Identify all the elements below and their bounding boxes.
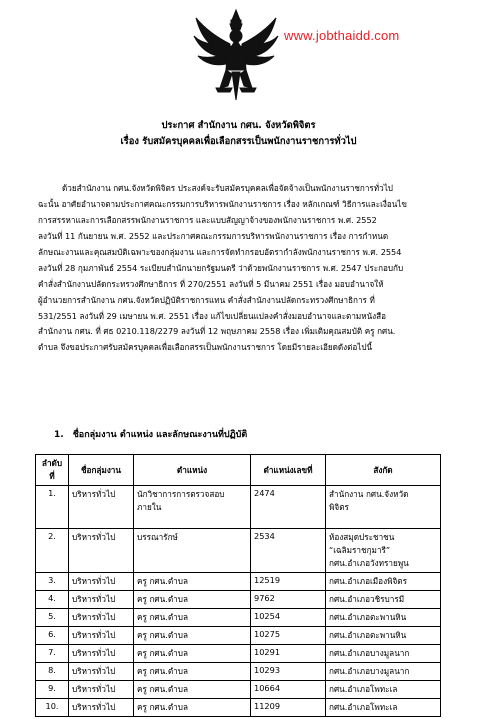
section-title-text: ชื่อกลุ่มงาน ตำแหน่ง และลักษณะงานที่ปฏิบัติ (72, 430, 248, 440)
cell-position-no: 10293 (251, 663, 326, 681)
cell-position: ครู กศน.ตำบล (134, 627, 251, 645)
cell-no: 10. (36, 699, 69, 717)
header-unit: สังกัด (326, 455, 441, 486)
cell-unit: กศน.อำเภอโพทะเล (326, 681, 441, 699)
cell-group: บริหารทั่วไป (69, 529, 134, 573)
body-line: สำนักงาน กศน. ที่ ศธ 0210.118/2279 ลงวันที่ 12 พฤษภาคม 2558 เรื่อง เพิ่มเติมคุณสมบัติ ครู กศน. (38, 326, 396, 337)
table-row (36, 573, 441, 591)
cell-no: 2. (36, 529, 69, 573)
cell-position: ครู กศน.ตำบล (134, 663, 251, 681)
cell-position-no: 2474 (251, 486, 326, 529)
body-line: ลงวันที่ 28 กุมภาพันธ์ 2554 ระเบียบสำนักนายกรัฐมนตรี ว่าด้วยพนักงานราชการ พ.ศ. 2547 ประกอบกับ (38, 262, 404, 273)
cell-unit: กศน.อำเภอโพทะเล (326, 699, 441, 717)
announcement-body (38, 181, 452, 356)
cell-unit: กศน.อำเภอวชิรบารมี (326, 591, 441, 609)
cell-position-no: 9762 (251, 591, 326, 609)
cell-position: นักวิชาการการตรวจสอบภายใน (134, 486, 251, 529)
body-line: ด้วยสำนักงาน กศน.จังหวัดพิจิตร ประสงค์จะรับสมัครบุคคลเพื่อจัดจ้างเป็นพนักงานราชการทั่วไป (62, 183, 393, 193)
cell-unit: กศน.อำเภอบางมูลนาก (326, 645, 441, 663)
garuda-emblem-icon (192, 8, 280, 104)
header-position: ตำแหน่ง (134, 455, 251, 486)
cell-position: ครู กศน.ตำบล (134, 573, 251, 591)
table-row (36, 627, 441, 645)
table-row (36, 591, 441, 609)
body-line: คำสั่งสำนักงานปลัดกระทรวงศึกษาธิการ ที่ 270/2551 ลงวันที่ 5 มีนาคม 2551 เรื่อง มอบอำนาจให้ (38, 278, 384, 289)
cell-group: บริหารทั่วไป (69, 486, 134, 529)
cell-position-no: 11209 (251, 699, 326, 717)
cell-position-no: 10291 (251, 645, 326, 663)
cell-unit: กศน.อำเภอตะพานหิน (326, 627, 441, 645)
cell-unit: กศน.อำเภอตะพานหิน (326, 609, 441, 627)
cell-no: 7. (36, 645, 69, 663)
cell-position-no: 10275 (251, 627, 326, 645)
table-header-row (36, 455, 441, 486)
body-line: ผู้อำนวยการสำนักงาน กศน.จังหวัดปฏิบัติราชการแทน คำสั่งสำนักงานปลัดกระทรวงศึกษาธิการ ที่ (38, 294, 375, 305)
cell-unit: สำนักงาน กศน.จังหวัด พิจิตร (326, 486, 441, 529)
cell-no: 5. (36, 609, 69, 627)
body-line: การสรรหาและการเลือกสรรพนักงานราชการ และแบบสัญญาจ้างของพนักงานราชการ พ.ศ. 2552 (38, 214, 377, 225)
cell-group: บริหารทั่วไป (69, 591, 134, 609)
cell-unit: ห้องสมุดประชาชน “เฉลิมราชกุมารี” กศน.อำเภอวังทรายพูน (326, 529, 441, 573)
cell-group: บริหารทั่วไป (69, 645, 134, 663)
body-line: 531/2551 ลงวันที่ 29 เมษายน พ.ศ. 2551 เรื่อง แก้ไขเปลี่ยนแปลงคำสั่งมอบอำนาจและตามหนังสือ (38, 310, 386, 321)
table-row (36, 681, 441, 699)
header-position-no: ตำแหน่งเลขที่ (251, 455, 326, 486)
cell-no: 8. (36, 663, 69, 681)
cell-position-no: 10664 (251, 681, 326, 699)
cell-group: บริหารทั่วไป (69, 681, 134, 699)
cell-position: ครู กศน.ตำบล (134, 645, 251, 663)
announcement-subject: เรื่อง รับสมัครบุคคลเพื่อเลือกสรรเป็นพนักงานราชการทั่วไป (120, 136, 357, 147)
cell-group: บริหารทั่วไป (69, 663, 134, 681)
header-group: ชื่อกลุ่มงาน (69, 455, 134, 486)
cell-position: ครู กศน.ตำบล (134, 681, 251, 699)
section-number: 1. (54, 430, 64, 440)
table-row (36, 529, 441, 573)
cell-position: ครู กศน.ตำบล (134, 609, 251, 627)
cell-position: บรรณารักษ์ (134, 529, 251, 573)
body-line: ลักษณะงานและคุณสมบัติเฉพาะของกลุ่มงาน และการจัดทำกรอบอัตรากำลังพนักงานราชการ พ.ศ. 2554 (38, 246, 402, 257)
body-line: ฉะนั้น อาศัยอำนาจตามประกาศคณะกรรมการบริหารพนักงานราชการ เรื่อง หลักเกณฑ์ วิธีการและเงื่อนไข (38, 198, 407, 209)
cell-position-no: 2534 (251, 529, 326, 573)
cell-no: 6. (36, 627, 69, 645)
header-no: ลำดับ ที่ (36, 455, 69, 486)
website-watermark: www.jobthaidd.com (284, 28, 400, 43)
cell-unit: กศน.อำเภอบางมูลนาก (326, 663, 441, 681)
section-heading (54, 427, 247, 441)
cell-no: 1. (36, 486, 69, 529)
cell-unit: กศน.อำเภอเมืองพิจิตร (326, 573, 441, 591)
table-row (36, 663, 441, 681)
table-row (36, 609, 441, 627)
cell-position: ครู กศน.ตำบล (134, 699, 251, 717)
cell-group: บริหารทั่วไป (69, 627, 134, 645)
body-line: ตำบล จึงขอประกาศรับสมัครบุคคลเพื่อเลือกสรรเป็นพนักงานราชการ โดยมีรายละเอียดดังต่อไปนี้ (38, 342, 373, 353)
cell-no: 9. (36, 681, 69, 699)
cell-group: บริหารทั่วไป (69, 609, 134, 627)
announcement-title: ประกาศ สำนักงาน กศน. จังหวัดพิจิตร (161, 120, 316, 131)
table-row (36, 486, 441, 529)
table-row (36, 699, 441, 717)
body-line: ลงวันที่ 11 กันยายน พ.ศ. 2552 และประกาศคณะกรรมการบริหารพนักงานราชการ เรื่อง การกำหนด (38, 230, 389, 241)
cell-group: บริหารทั่วไป (69, 573, 134, 591)
positions-table (35, 454, 441, 717)
table-row (36, 645, 441, 663)
cell-position-no: 10254 (251, 609, 326, 627)
cell-group: บริหารทั่วไป (69, 699, 134, 717)
cell-no: 4. (36, 591, 69, 609)
cell-position: ครู กศน.ตำบล (134, 591, 251, 609)
cell-no: 3. (36, 573, 69, 591)
cell-position-no: 12519 (251, 573, 326, 591)
